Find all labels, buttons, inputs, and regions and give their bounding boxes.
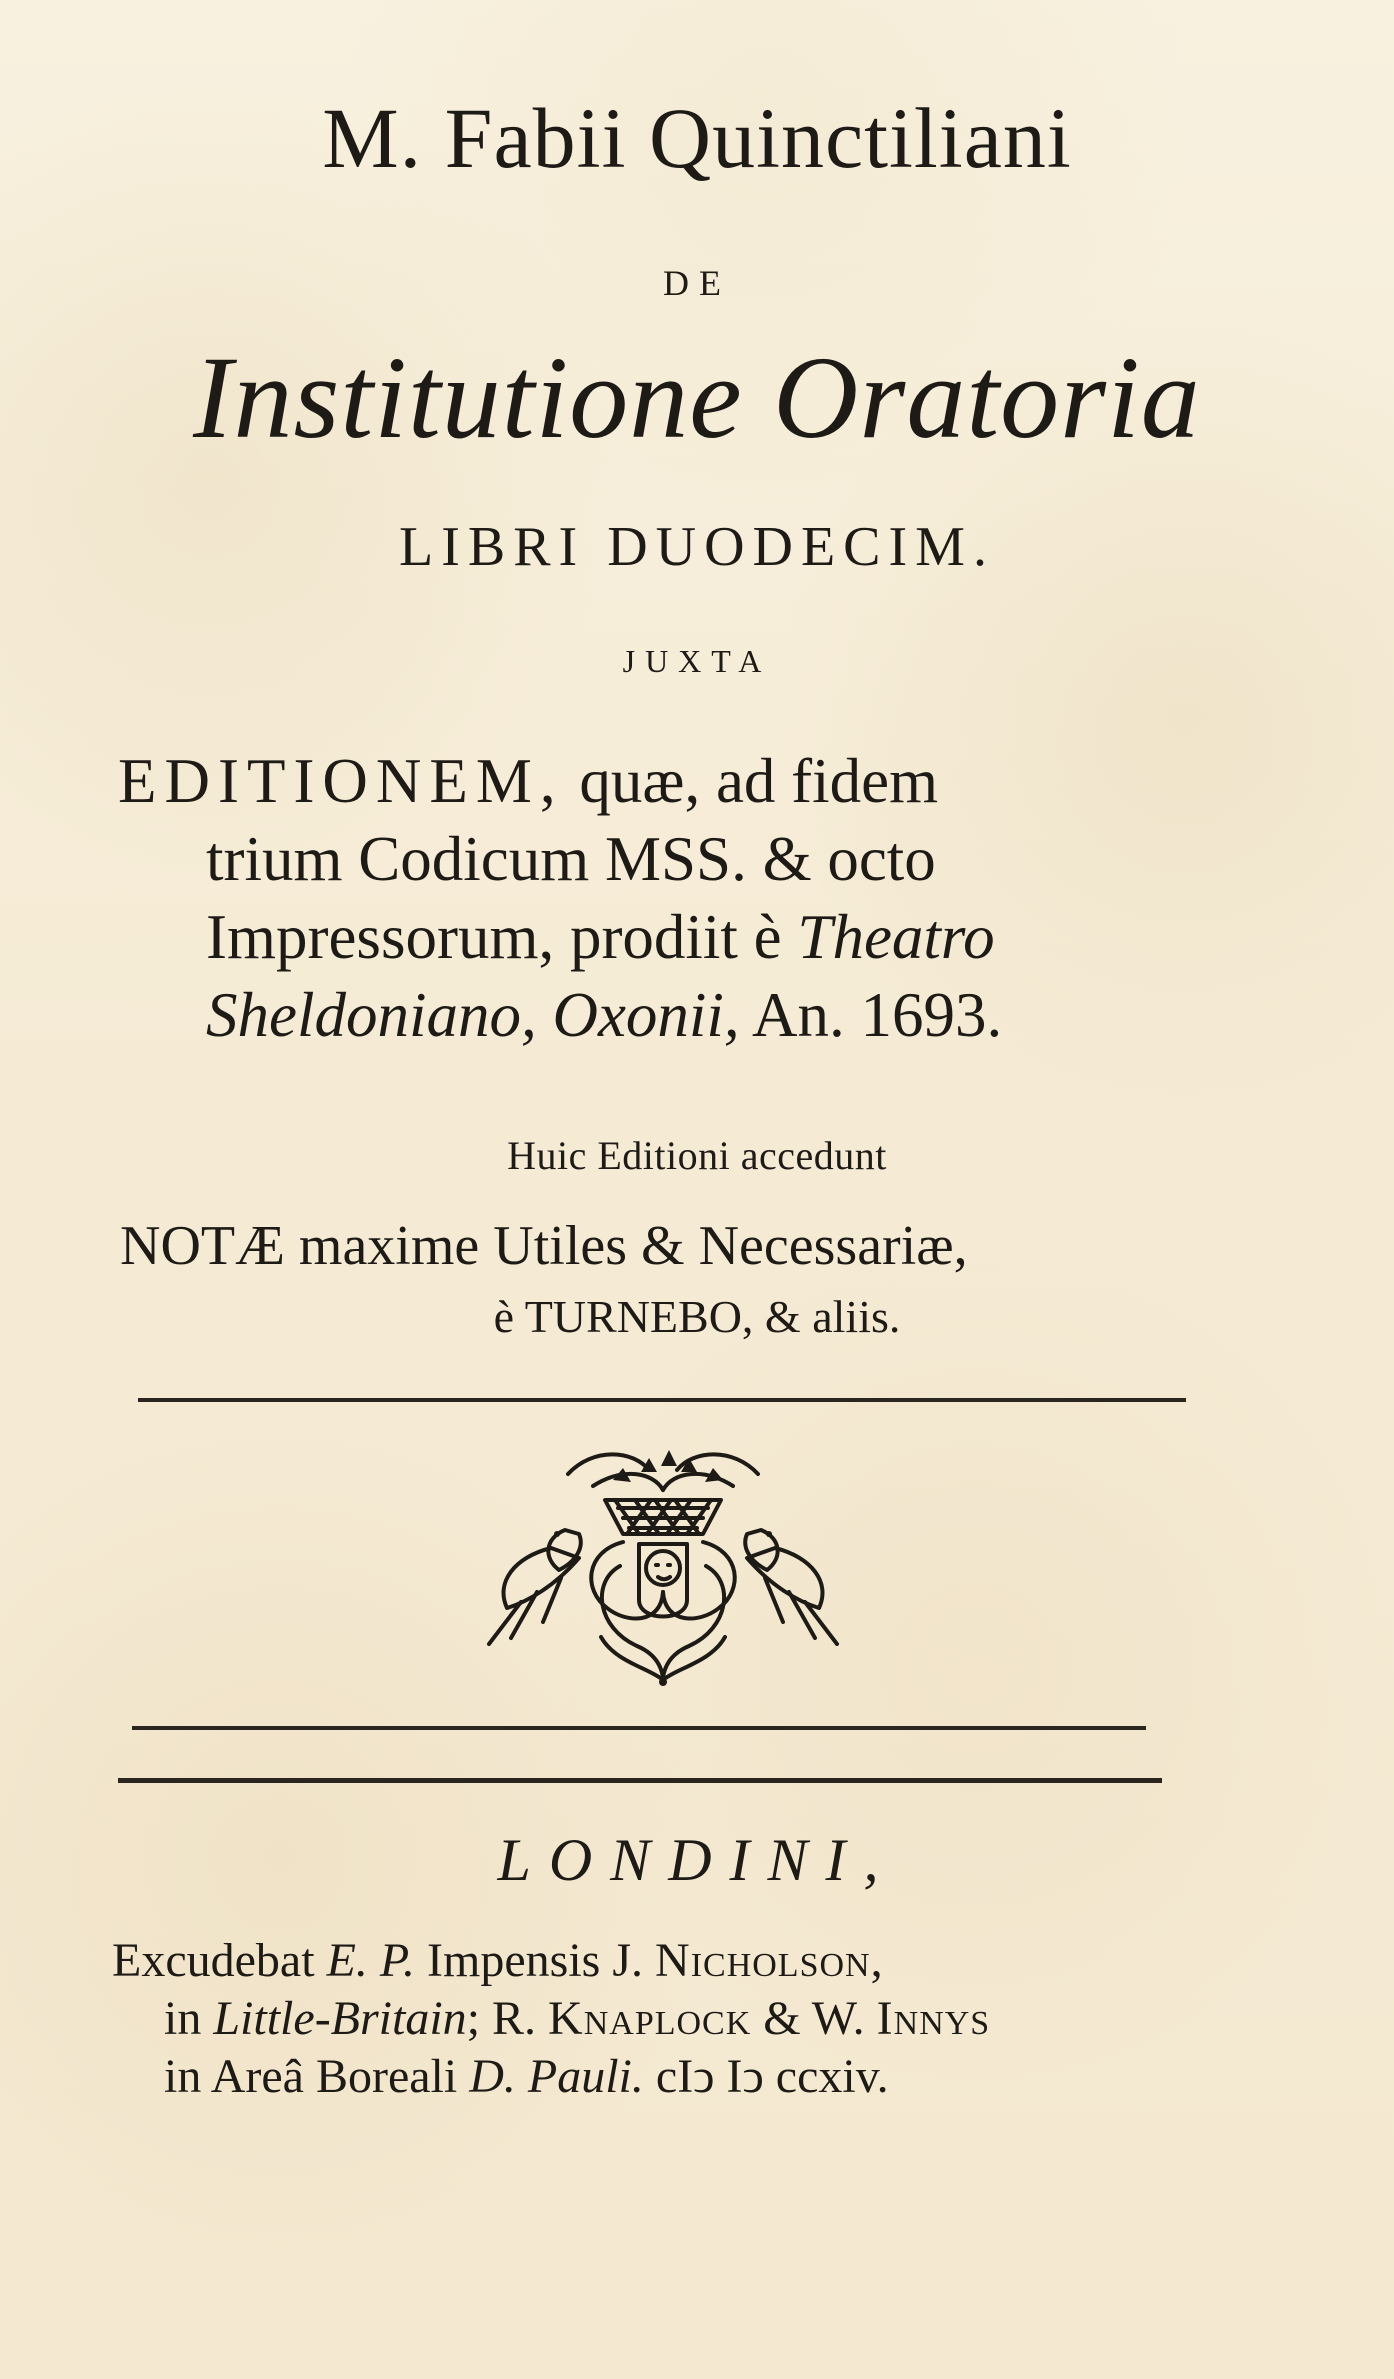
juxta-label: JUXTA bbox=[622, 643, 772, 679]
author-title: M. Fabii Quinctiliani bbox=[322, 90, 1072, 186]
imprint-line-2-b: Little-Britain bbox=[213, 1992, 467, 2045]
edition-paragraph bbox=[118, 742, 1218, 1054]
edition-line-3-plain: Impressorum, prodiit è bbox=[206, 902, 798, 972]
imprint-block bbox=[112, 1932, 1292, 2106]
edition-line-1-rest: quæ, ad fidem bbox=[563, 746, 939, 816]
edition-line-3 bbox=[118, 898, 1218, 976]
basket-ornament-icon bbox=[473, 1432, 853, 1692]
source-line: è TURNEBO, & aliis. bbox=[493, 1291, 901, 1342]
edition-line-4 bbox=[118, 976, 1218, 1054]
edition-line-4-italic: Sheldoniano, Oxonii, bbox=[206, 980, 740, 1050]
imprint-line-1-b: E. P. bbox=[326, 1934, 416, 1987]
work-title: Institutione Oratoria bbox=[193, 332, 1201, 463]
edition-line-2: trium Codicum MSS. & octo bbox=[206, 824, 936, 894]
imprint-line-3 bbox=[112, 2048, 1292, 2106]
edition-word: EDITIONEM, bbox=[118, 746, 564, 816]
books-count: LIBRI DUODECIM. bbox=[399, 516, 995, 578]
edition-line-1 bbox=[118, 742, 1218, 820]
imprint-line-1-d: Nicholson, bbox=[655, 1934, 884, 1987]
imprint-line-2-a: in bbox=[164, 1992, 214, 2045]
publication-place: LONDINI, bbox=[497, 1827, 897, 1893]
imprint-line-2 bbox=[112, 1990, 1292, 2048]
imprint-line-2-e: & W. bbox=[751, 1992, 877, 2045]
supplement-intro: Huic Editioni accedunt bbox=[507, 1133, 887, 1178]
top-rule bbox=[138, 1398, 1186, 1402]
imprint-line-1-c: Impensis J. bbox=[415, 1934, 656, 1987]
imprint-line-3-c: cIↄ Iↄ ccxiv. bbox=[643, 2050, 889, 2103]
imprint-line-3-a: in Areâ Boreali bbox=[164, 2050, 470, 2103]
imprint-line-1 bbox=[112, 1932, 1292, 1990]
notes-line: NOTÆ maxime Utiles & Necessariæ, bbox=[120, 1215, 968, 1277]
edition-line-3-italic: Theatro bbox=[797, 902, 995, 972]
imprint-line-3-b: D. Pauli. bbox=[469, 2050, 644, 2103]
imprint-line-1-a: Excudebat bbox=[112, 1934, 327, 1987]
imprint-line-2-c: ; R. bbox=[466, 1992, 549, 2045]
bottom-rule bbox=[118, 1778, 1162, 1783]
preposition-de: DE bbox=[663, 263, 731, 303]
imprint-line-2-f: Innys bbox=[876, 1992, 991, 2045]
middle-rule bbox=[132, 1726, 1146, 1730]
imprint-line-2-d: Knaplock bbox=[548, 1992, 752, 2045]
edition-line-4-rest: An. 1693. bbox=[739, 980, 1003, 1050]
